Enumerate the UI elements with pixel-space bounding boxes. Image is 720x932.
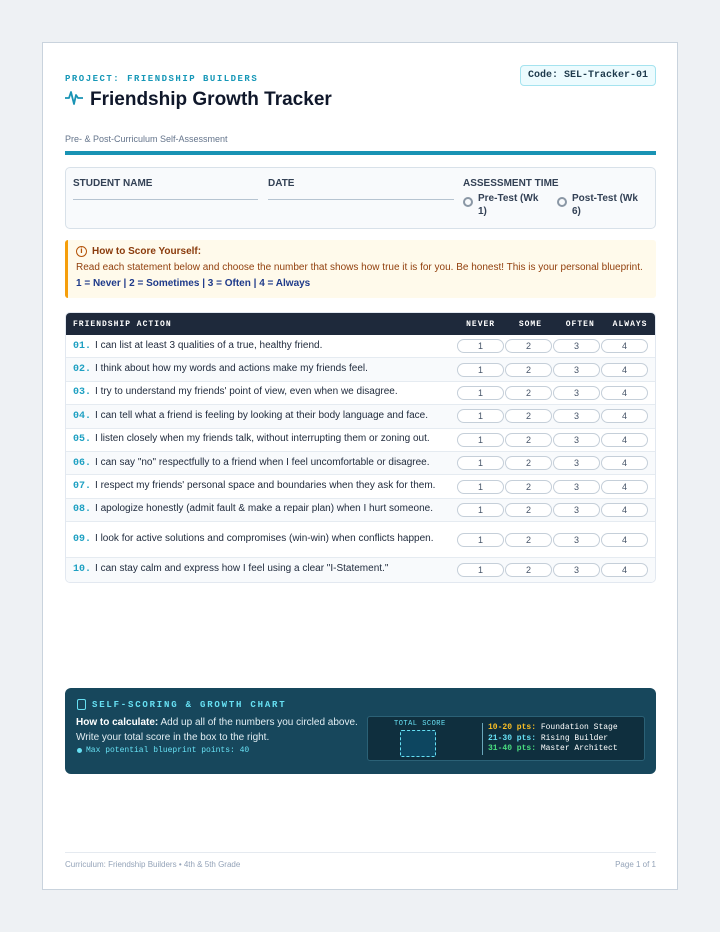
header-never: NEVER: [466, 319, 496, 329]
statement-text: I listen closely when my friends talk, without interrupting them or zoning out.: [95, 433, 430, 445]
rating-pill[interactable]: 3: [553, 503, 600, 517]
max-points-row: [77, 746, 249, 755]
calc-label: How to calculate:: [76, 717, 159, 728]
statement-cell: [66, 339, 457, 354]
page-title: Friendship Growth Tracker: [90, 89, 332, 110]
level-row: [488, 734, 618, 745]
statement-text: I apologize honestly (admit fault & make a repair plan) when I hurt someone.: [95, 503, 433, 515]
student-name-field: [73, 178, 152, 189]
rating-options: [457, 339, 648, 353]
statement-text: I try to understand my friends' point of view, even when we disagree.: [95, 386, 398, 398]
statement-text: I can say "no" respectfully to a friend when I feel uncomfortable or disagree.: [95, 456, 430, 468]
statement-number: 10.: [73, 564, 92, 576]
calc-text: Add up all of the numbers you circled above. Write your total score in the box to the right.: [76, 717, 358, 743]
rating-pill[interactable]: 3: [553, 480, 600, 494]
statement-cell: [66, 479, 457, 494]
how-to-heading: How to Score Yourself:: [92, 246, 202, 257]
growth-title: SELF-SCORING & GROWTH CHART: [92, 699, 287, 710]
rating-pill[interactable]: 2: [505, 386, 552, 400]
statement-number: 09.: [73, 534, 92, 546]
header-friendship-action: FRIENDSHIP ACTION: [73, 319, 172, 329]
rating-pill[interactable]: 1: [457, 533, 504, 547]
statement-cell: [66, 502, 457, 517]
assessment-time-label: ASSESSMENT TIME: [463, 178, 559, 189]
rating-pill[interactable]: 3: [553, 533, 600, 547]
rating-pill[interactable]: 4: [601, 339, 648, 353]
rating-pill[interactable]: 2: [505, 456, 552, 470]
student-name-label: STUDENT NAME: [73, 178, 153, 189]
friendship-action-table: [65, 312, 656, 583]
table-row: [66, 429, 655, 452]
statement-text: I look for active solutions and compromises (win-win) when conflicts happen.: [95, 533, 434, 545]
rating-pill[interactable]: 2: [505, 363, 552, 377]
level-points: 21-30 pts:: [488, 733, 537, 743]
rating-options: [457, 503, 648, 517]
rating-pill[interactable]: 1: [457, 456, 504, 470]
header-always: ALWAYS: [612, 319, 648, 329]
post-test-option[interactable]: [557, 192, 651, 218]
rating-pill[interactable]: 1: [457, 503, 504, 517]
total-score-box[interactable]: [400, 730, 436, 757]
table-row: [66, 499, 655, 522]
rating-options: [457, 533, 648, 547]
date-label: DATE: [268, 178, 295, 189]
rating-pill[interactable]: 3: [553, 409, 600, 423]
statement-cell: [66, 362, 457, 377]
rating-pill[interactable]: 2: [505, 480, 552, 494]
rating-options: [457, 433, 648, 447]
rating-pill[interactable]: 4: [601, 363, 648, 377]
radio-circle-icon[interactable]: [557, 197, 567, 207]
table-header: [66, 313, 655, 335]
bullet-dot-icon: [77, 748, 82, 753]
how-to-score-box: [65, 240, 656, 298]
score-panel: [367, 716, 645, 761]
rating-pill[interactable]: 4: [601, 456, 648, 470]
date-field: [268, 178, 294, 189]
assessment-time-field: [463, 178, 559, 189]
footer-divider: [65, 852, 656, 853]
rating-options: [457, 386, 648, 400]
table-row: [66, 522, 655, 558]
statement-text: I respect my friends' personal space and boundaries when they ask for them.: [95, 480, 436, 492]
pulse-icon: [65, 90, 83, 111]
rating-options: [457, 480, 648, 494]
statement-cell: [66, 532, 457, 547]
footer-page-number: Page 1 of 1: [615, 860, 656, 869]
worksheet-page: [42, 42, 678, 890]
rating-pill[interactable]: 4: [601, 480, 648, 494]
score-divider: [482, 723, 483, 755]
rating-options: [457, 409, 648, 423]
statement-number: 01.: [73, 340, 92, 352]
score-levels: [488, 723, 618, 755]
statement-cell: [66, 456, 457, 471]
max-points: Max potential blueprint points: 40: [86, 746, 250, 755]
rating-pill[interactable]: 3: [553, 563, 600, 577]
pre-test-label: Pre-Test (Wk 1): [478, 193, 539, 217]
footer-curriculum: Curriculum: Friendship Builders • 4th & 5th Grade: [65, 860, 241, 869]
statement-cell: [66, 385, 457, 400]
statement-text: I can tell what a friend is feeling by looking at their body language and face.: [95, 409, 429, 421]
rating-options: [457, 456, 648, 470]
header-some: SOME: [518, 319, 543, 329]
statement-text: I can stay calm and express how I feel using a clear "I-Statement.": [95, 563, 389, 575]
student-info-card: [65, 167, 656, 229]
rating-pill[interactable]: 3: [553, 363, 600, 377]
table-body: [66, 335, 655, 582]
rating-pill[interactable]: 4: [601, 386, 648, 400]
growth-title-row: [77, 699, 286, 710]
statement-number: 02.: [73, 364, 92, 376]
calc-instructions: [76, 715, 361, 745]
date-input[interactable]: [268, 199, 454, 200]
table-row: [66, 452, 655, 475]
rating-pill[interactable]: 4: [601, 409, 648, 423]
statement-number: 06.: [73, 457, 92, 469]
statement-text: I can list at least 3 qualities of a true, healthy friend.: [95, 339, 323, 351]
pre-test-option[interactable]: [463, 192, 557, 218]
table-row: [66, 358, 655, 381]
level-name: Master Architect: [540, 744, 618, 753]
rating-pill[interactable]: 2: [505, 409, 552, 423]
how-to-instructions: Read each statement below and choose the number that shows how true it is for you. Be honest! This is your personal blueprint.: [76, 262, 643, 273]
project-label: PROJECT: FRIENDSHIP BUILDERS: [65, 74, 259, 84]
statement-number: 07.: [73, 481, 92, 493]
level-name: Rising Builder: [540, 733, 609, 743]
statement-number: 03.: [73, 387, 92, 399]
rating-options: [457, 363, 648, 377]
title-row: [65, 89, 332, 111]
level-name: Foundation Stage: [540, 723, 618, 732]
level-row: [488, 744, 618, 755]
total-score-label: TOTAL SCORE: [394, 720, 446, 728]
statement-number: 08.: [73, 504, 92, 516]
student-name-input[interactable]: [73, 199, 258, 200]
info-icon: i: [76, 246, 87, 257]
statement-cell: [66, 409, 457, 424]
post-test-label: Post-Test (Wk 6): [572, 193, 638, 217]
table-row: [66, 335, 655, 358]
statement-cell: [66, 432, 457, 447]
table-row: [66, 475, 655, 498]
how-to-text: [76, 260, 648, 292]
assessment-time-options: [463, 192, 651, 218]
rating-pill[interactable]: 3: [553, 386, 600, 400]
rating-pill[interactable]: 1: [457, 409, 504, 423]
code-badge: Code: SEL-Tracker-01: [520, 65, 656, 86]
how-to-heading-row: [76, 246, 648, 257]
rating-pill[interactable]: 2: [505, 503, 552, 517]
table-row: [66, 405, 655, 428]
document-icon: [77, 699, 86, 710]
rating-pill[interactable]: 2: [505, 563, 552, 577]
header-often: OFTEN: [565, 319, 595, 329]
table-row: [66, 558, 655, 581]
growth-chart-panel: [65, 688, 656, 774]
statement-cell: [66, 562, 457, 577]
statement-number: 04.: [73, 410, 92, 422]
rating-pill[interactable]: 1: [457, 363, 504, 377]
scale-key: 1 = Never | 2 = Sometimes | 3 = Often | 4 = Always: [76, 278, 311, 289]
table-row: [66, 382, 655, 405]
rating-pill[interactable]: 1: [457, 480, 504, 494]
rating-pill[interactable]: 1: [457, 563, 504, 577]
statement-text: I think about how my words and actions make my friends feel.: [95, 363, 368, 375]
rating-pill[interactable]: 2: [505, 533, 552, 547]
radio-circle-icon[interactable]: [463, 197, 473, 207]
level-row: [488, 723, 618, 734]
rating-pill[interactable]: 1: [457, 339, 504, 353]
rating-pill[interactable]: 2: [505, 433, 552, 447]
rating-pill[interactable]: 4: [601, 563, 648, 577]
rating-pill[interactable]: 3: [553, 456, 600, 470]
page-subtitle: Pre- & Post-Curriculum Self-Assessment: [65, 134, 228, 144]
rating-pill[interactable]: 1: [457, 433, 504, 447]
level-points: 10-20 pts:: [488, 723, 537, 732]
rating-pill[interactable]: 4: [601, 433, 648, 447]
rating-pill[interactable]: 2: [505, 339, 552, 353]
rating-options: [457, 563, 648, 577]
rating-pill[interactable]: 4: [601, 503, 648, 517]
rating-pill[interactable]: 3: [553, 433, 600, 447]
rating-pill[interactable]: 4: [601, 533, 648, 547]
header-rule: [65, 151, 656, 155]
statement-number: 05.: [73, 434, 92, 446]
rating-pill[interactable]: 1: [457, 386, 504, 400]
level-points: 31-40 pts:: [488, 744, 537, 753]
rating-pill[interactable]: 3: [553, 339, 600, 353]
